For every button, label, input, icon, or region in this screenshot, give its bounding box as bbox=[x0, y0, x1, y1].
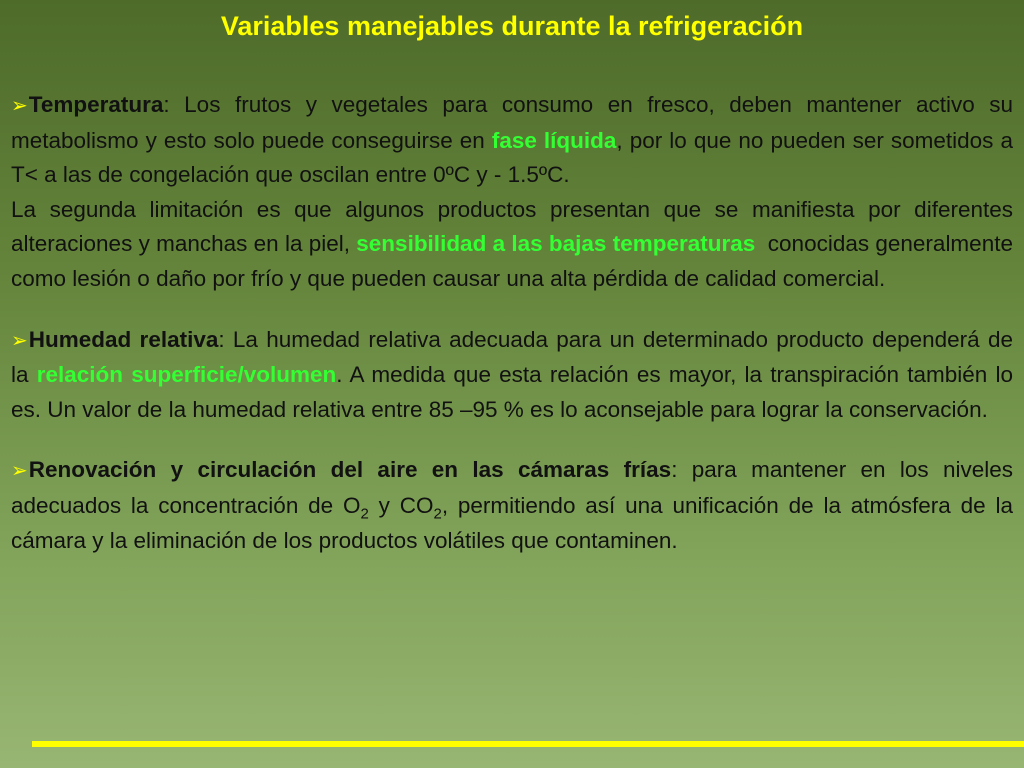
renovacion-text-2: y CO bbox=[368, 492, 434, 518]
limitacion-highlight-sensibilidad: sensibilidad a las bajas temperaturas bbox=[356, 231, 756, 257]
co2-subscript: 2 bbox=[433, 505, 442, 523]
temperatura-text-1: : Los frutos y vegetales para consumo en fresco, deben mantener activo su metabolismo y esto solo puede conseguirse en bbox=[11, 92, 1013, 153]
renovacion-paragraph bbox=[11, 453, 1013, 558]
slide-title: Variables manejables durante la refrigeración bbox=[220, 11, 804, 41]
bullet-arrow-icon: ➢ bbox=[11, 95, 28, 117]
renovacion-text-3: , permitiendo así una unificación de la atmósfera de la cámara y la eliminación de los productos volátiles que contaminen. bbox=[11, 492, 1013, 553]
paragraph-gap bbox=[11, 427, 1013, 453]
limitacion-text-1: La segunda limitación es que algunos productos presentan que se manifiesta por diferentes alteraciones y manchas en la piel, bbox=[11, 196, 1013, 257]
humedad-text-1: : La humedad relativa adecuada para un determinado producto dependerá de la bbox=[11, 326, 1013, 388]
temperatura-paragraph bbox=[11, 88, 1013, 193]
humedad-text-2: . A medida que esta relación es mayor, la transpiración también lo es. Un valor de la humedad relativa entre 85 –95 % es lo aconsejable para lograr la conservación. bbox=[11, 362, 1013, 422]
temperatura-term: Temperatura bbox=[28, 92, 164, 117]
paragraph-gap bbox=[11, 297, 1013, 323]
renovacion-term: Renovación y circulación del aire en las cámaras frías bbox=[28, 457, 672, 483]
limitacion-text-2: conocidas generalmente como lesión o daño por frío y que pueden causar una alta pérdida de calidad comercial. bbox=[11, 231, 1020, 291]
limitacion-paragraph bbox=[11, 193, 1020, 297]
footer-rule bbox=[32, 741, 1024, 747]
temperatura-highlight-fase-liquida: fase líquida bbox=[491, 127, 617, 153]
renovacion-text-1: : para mantener en los niveles adecuados la concentración de O bbox=[11, 457, 1013, 518]
bullet-arrow-icon: ➢ bbox=[11, 329, 28, 352]
temperatura-text-2: , por lo que no pueden ser sometidos a T< a las de congelación que oscilan entre 0ºC y - 1.5ºC. bbox=[11, 127, 1013, 188]
humedad-paragraph bbox=[11, 323, 1013, 428]
slide-content bbox=[11, 88, 1020, 558]
humedad-term: Humedad relativa bbox=[28, 326, 219, 352]
o2-subscript: 2 bbox=[360, 505, 369, 523]
bullet-arrow-icon: ➢ bbox=[11, 460, 28, 483]
humedad-highlight-relacion: relación superficie/volumen bbox=[36, 362, 337, 388]
